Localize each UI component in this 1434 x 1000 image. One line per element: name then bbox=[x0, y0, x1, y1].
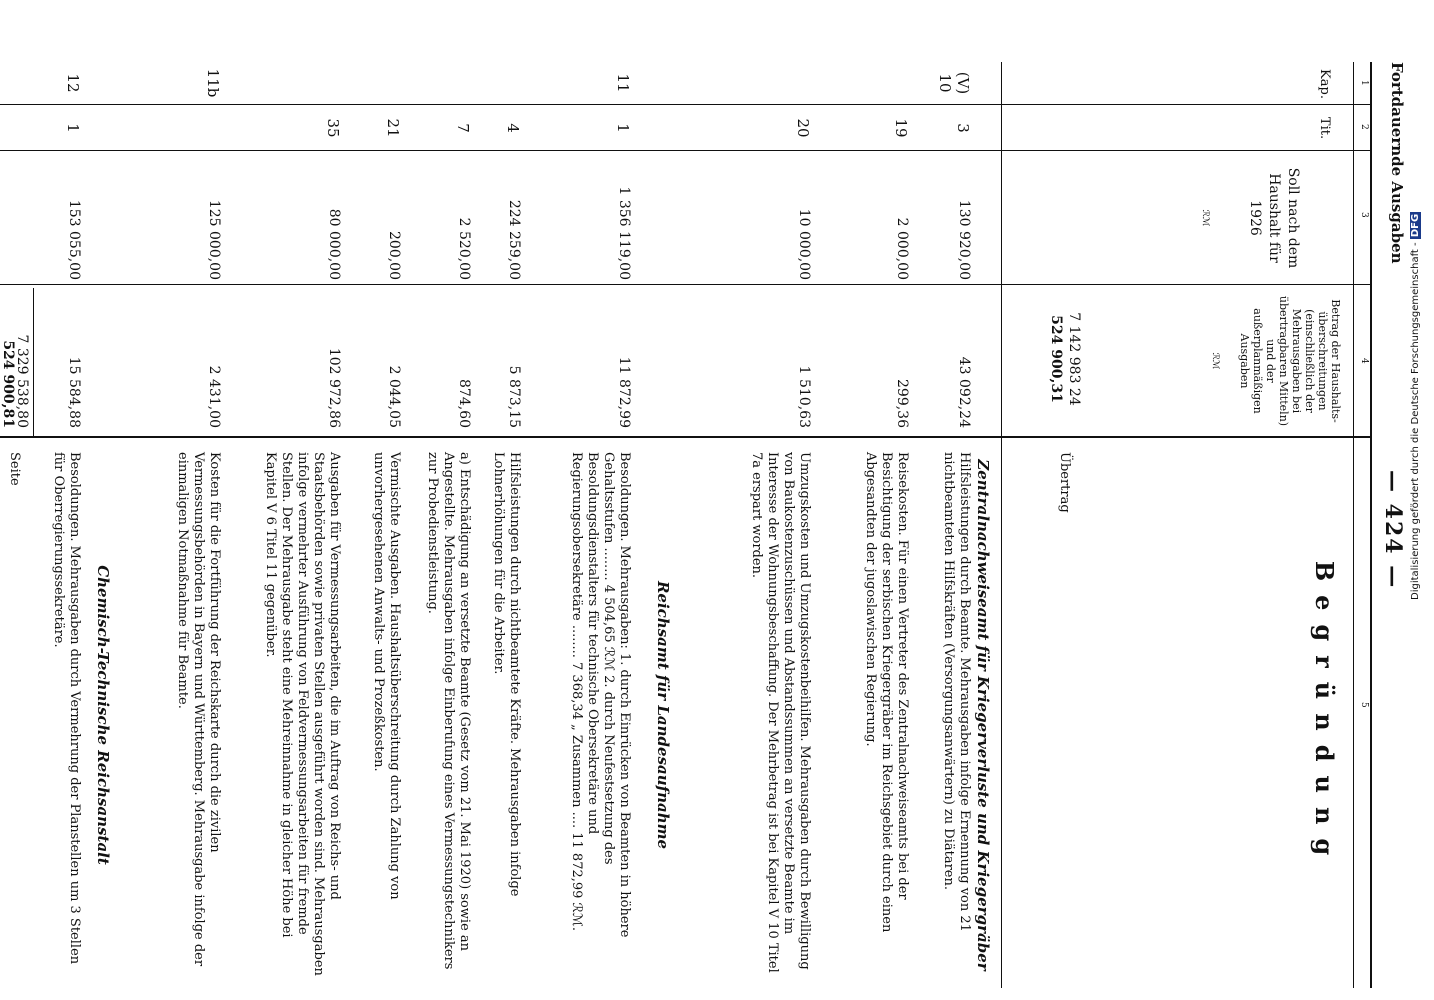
row-tit: 7 bbox=[454, 123, 472, 133]
colnum-4: 4 bbox=[1359, 358, 1369, 364]
tit-header: Tit. bbox=[1317, 116, 1332, 140]
row-soll: 125 000,00 bbox=[206, 199, 222, 280]
row-text: Vermischte Ausgaben. Haushaltsüberschreitung durch Zahlung von unvorhergesehenen Anwalts- und Prozeßkosten. bbox=[371, 452, 402, 900]
soll-header: Soll nach dem Haushalt für 1926 bbox=[1247, 167, 1301, 269]
row-soll: 153 055,00 bbox=[66, 199, 82, 280]
row-betrag: 2 044,05 bbox=[386, 365, 402, 428]
row-betrag: 874,60 bbox=[456, 379, 472, 428]
row-tit: 1 bbox=[614, 123, 632, 133]
section-title-1: Zentralnachweiseamt für Kriegerverluste und Kriegergräber bbox=[974, 459, 992, 971]
row-tit: 19 bbox=[892, 118, 910, 138]
row-betrag: 299,36 bbox=[894, 379, 910, 428]
table-top-rule bbox=[1370, 62, 1372, 988]
row-betrag: 1 510,63 bbox=[796, 365, 812, 428]
row-kap: 12 bbox=[64, 73, 82, 93]
row-kap: 11 bbox=[614, 73, 632, 93]
row-text: Besoldungen. Mehrausgaben durch Vermehrung der Planstellen um 3 Stellen für Oberregierungssekretäre. bbox=[51, 452, 82, 965]
kap-header: Kap. bbox=[1317, 69, 1332, 99]
row-tit: 3 bbox=[954, 123, 972, 133]
row-betrag: 15 584,88 bbox=[66, 356, 82, 428]
row-soll: 200,00 bbox=[386, 231, 402, 280]
footer-label: Seite bbox=[7, 452, 22, 486]
betrag-unit: ℛℳ bbox=[1210, 352, 1220, 370]
row-tit: 1 bbox=[64, 123, 82, 133]
digitization-text: Digitalisierung gefördert durch die Deutsche Forschungsgemeinschaft - bbox=[1410, 242, 1421, 600]
digitization-note bbox=[1410, 212, 1421, 600]
row-soll: 10 000,00 bbox=[796, 208, 812, 280]
sum-rule bbox=[33, 288, 34, 436]
row-betrag: 11 872,99 bbox=[616, 356, 632, 428]
dfg-logo: DFG bbox=[1410, 213, 1421, 238]
colnum-3: 3 bbox=[1359, 212, 1369, 218]
colnum-rule bbox=[1353, 62, 1354, 988]
row-kap: (V) 10 bbox=[936, 71, 972, 95]
row-text: Reisekosten. Für einen Vertreter des Zentralnachweiseamts bei der Besichtigung der serbischen Kriegergräber im Reichsgebiet durch einen Abgesandten der jugoslawischen Regierung. bbox=[863, 452, 910, 933]
row-soll: 224 259,00 bbox=[506, 199, 522, 280]
betrag-header: Betrag der Haushalts-überschreitungen (einschließlich der Mehrausgaben bei übertragbaren Mitteln) und der außerplanmäßigen Ausgaben bbox=[1238, 295, 1342, 427]
budget-table bbox=[0, 62, 1372, 988]
section-title-3: Chemisch-Technische Reichsanstalt bbox=[94, 565, 112, 865]
colnum-5: 5 bbox=[1359, 702, 1369, 708]
carry-label: Übertrag bbox=[1057, 452, 1072, 513]
row-text: Hilfsleistungen durch Beamte. Mehrausgaben infolge Ernennung von 21 nichtbeamteten Hilfskräften (Versorgungsanwärtern) zu Diätaren. bbox=[941, 452, 972, 932]
row-soll: 1 356 119,00 bbox=[616, 186, 632, 280]
col-rule-4 bbox=[0, 436, 1372, 438]
row-soll: 2 520,00 bbox=[456, 217, 472, 280]
row-text: Besoldungen. Mehrausgaben: 1. durch Einrücken von Beamten in höhere Gehaltsstufen ........ 4 504,65 ℛℳ 2. durch Neufestsetzung des Besoldungsdienstalters für technische Obersekretäre und Regierungsobersekretäre ........ 7 368,34 „ Zusammen .... 11 872,99 ℛℳ. bbox=[569, 452, 632, 938]
section-title-2: Reichsamt für Landesaufnahme bbox=[654, 580, 672, 850]
row-tit: 20 bbox=[794, 118, 812, 138]
row-soll: 130 920,00 bbox=[956, 199, 972, 280]
row-text: Ausgaben für Vermessungsarbeiten, die im Auftrag von Reichs- und Staatsbehörden sowie privaten Stellen ausgeführt worden sind. Mehrausgaben infolge vermehrter Ausführung von Feldvermessungsarbeiten für fremde Stellen. Der Mehrausgabe steht eine Mehreinnahme in gleicher Höhe bei Kapitel V 6 Titel 11 gegenüber. bbox=[263, 452, 342, 976]
carry-amount-2: 524 900,31 bbox=[1048, 315, 1064, 403]
footer-amount-2: 524 900,81 bbox=[0, 340, 16, 428]
row-text: Umzugskosten und Umzugskostenbeihilfen. Mehrausgaben durch Bewilligung von Baukostenzuschüssen und Abstandssummen an versetzte Beamte im Interesse der Wohnungsbeschaffung. Der Mehrbetrag ist bei Kapitel V 10 Titel 7a erspart worden. bbox=[749, 452, 812, 973]
row-text: Kosten für die Fortführung der Reichskarte durch die zivilen Vermessungsbehörden in Bayern und Württemberg. Mehrausgabe infolge der einmaligen Notmaßnahme für Beamte. bbox=[175, 452, 222, 967]
row-tit: 35 bbox=[324, 118, 342, 138]
soll-unit: ℛℳ bbox=[1200, 209, 1210, 227]
col-rule-1 bbox=[0, 104, 1372, 105]
row-betrag: 43 092,24 bbox=[956, 356, 972, 428]
col-rule-2 bbox=[0, 150, 1372, 151]
row-soll: 2 000,00 bbox=[894, 217, 910, 280]
row-betrag: 5 873,15 bbox=[506, 365, 522, 428]
row-betrag: 2 431,00 bbox=[206, 365, 222, 428]
row-tit: 21 bbox=[384, 118, 402, 138]
colnum-2: 2 bbox=[1359, 124, 1369, 130]
page-number: — 424 — bbox=[1380, 470, 1406, 590]
running-title: Fortdauernde Ausgaben bbox=[1388, 62, 1406, 264]
begruendung-header: Begründung bbox=[1310, 560, 1339, 870]
header-rule bbox=[1001, 62, 1002, 988]
colnum-1: 1 bbox=[1359, 80, 1369, 86]
row-kap: 11b bbox=[204, 68, 222, 98]
row-betrag: 102 972,86 bbox=[326, 347, 342, 428]
carry-amount-1: 7 142 983 24 bbox=[1066, 312, 1082, 406]
row-text: Hilfsleistungen durch nichtbeamtete Kräfte. Mehrausgaben infolge Lohnerhöhungen für die Arbeiter. bbox=[491, 452, 522, 897]
row-soll: 80 000,00 bbox=[326, 208, 342, 280]
col-rule-3 bbox=[0, 284, 1372, 285]
row-text: a) Entschädigung an versetzte Beamte (Gesetz vom 21. Mai 1920) sowie an Angestellte. Mehrausgaben infolge Einberufung eines Vermessungstechnikers zur Probedienstleistung. bbox=[425, 452, 472, 970]
footer-amount-1: 7 329 538,80 bbox=[14, 334, 30, 428]
row-tit: 4 bbox=[504, 123, 522, 133]
